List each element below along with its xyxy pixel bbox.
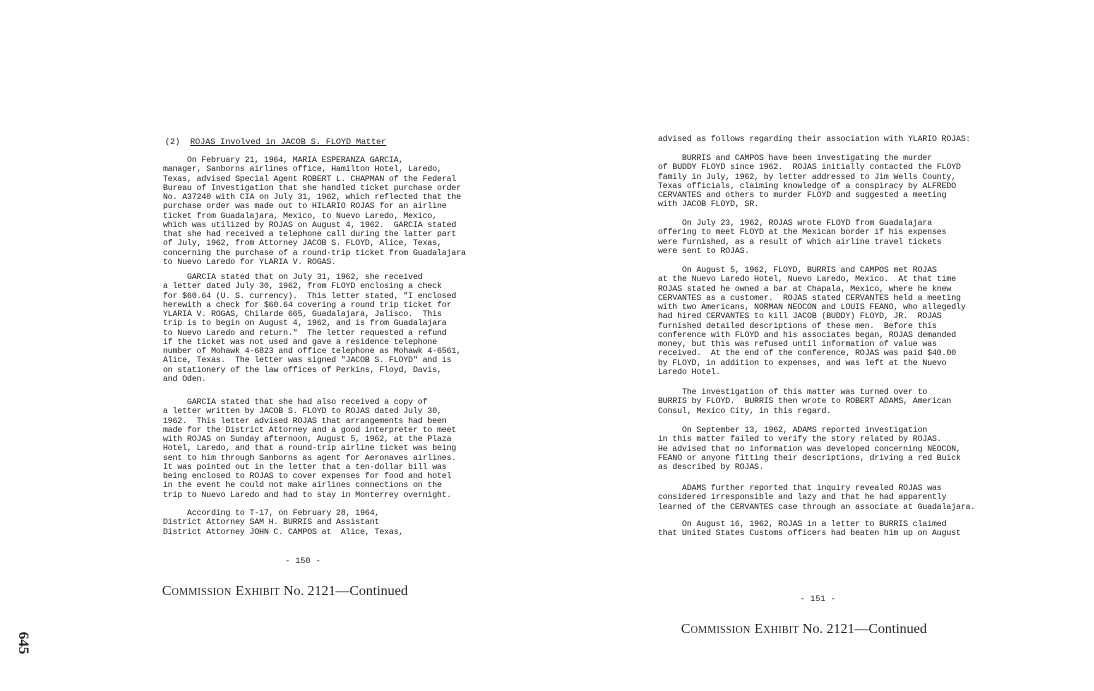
- paragraph: GARCIA stated that on July 31, 1962, she received a letter dated July 30, 1962, from FLOYD enclosing a check for $60.64 (U. S. currency). This letter stated, "I enclosed herewith a check for $60.64 covering a round trip ticket for YLARIA V. ROGAS, Chilarde 665, Guadalajara, Jalisco. This trip is to begin on August 4, 1962, and is from Guadalajara to Nuevo Laredo and return." The letter requested a refund if the ticket was not used and gave a residence telephone number of Mohawk 4-6823 and office telephone as Mohawk 4-6561, Alice, Texas. The letter was signed "JACOB S. FLOYD" and is on stationery of the law offices of Perkins, Floyd, Davis, and Oden.: [163, 273, 462, 384]
- exhibit-caption-prefix: Commission Exhibit: [162, 584, 280, 599]
- volume-page-number: 645: [15, 631, 31, 655]
- section-title: ROJAS Involved in JACOB S. FLOYD Matter: [190, 137, 387, 147]
- exhibit-caption-suffix: No. 2121—Continued: [279, 584, 408, 599]
- paragraph: The investigation of this matter was turned over to BURRIS by FLOYD. BURRIS then wrote to ROBERT ADAMS, American Consul, Mexico City, in this regard.: [658, 388, 952, 416]
- paragraph: advised as follows regarding their association with YLARIO ROJAS:: [658, 135, 971, 144]
- page-number: - 150 -: [285, 556, 321, 566]
- paragraph: ADAMS further reported that inquiry revealed ROJAS was considered irresponsible and lazy and that he had apparently learned of the CERVANTES case through an associate at Guadalajara.: [658, 484, 976, 512]
- section-heading: [165, 137, 386, 147]
- section-number: (2): [165, 137, 191, 147]
- paragraph: On August 16, 1962, ROJAS in a letter to BURRIS claimed that United States Customs officers had beaten him up on August: [658, 520, 961, 539]
- exhibit-caption: [162, 584, 408, 600]
- page-number: - 151 -: [800, 594, 836, 604]
- exhibit-caption-suffix: No. 2121—Continued: [798, 622, 927, 637]
- paragraph: BURRIS and CAMPOS have been investigating the murder of BUDDY FLOYD since 1962. ROJAS initially contacted the FLOYD family in July, 1962, by letter addressed to Jim Wells County, Texas officials, claiming knowledge of a conspiracy by ALFREDO CERVANTES and others to murder FLOYD and suggested a meeting with JACOB FLOYD, SR.: [658, 154, 961, 210]
- paragraph: According to T-17, on February 28, 1964, District Attorney SAM H. BURRIS and Assistant District Attorney JOHN C. CAMPOS at Alice, Texas,: [163, 509, 404, 537]
- paragraph: On July 23, 1962, ROJAS wrote FLOYD from Guadalajara offering to meet FLOYD at the Mexican border if his expenses were furnished, as a result of which airline travel tickets were sent to ROJAS.: [658, 219, 947, 256]
- paragraph: GARCIA stated that she had also received a copy of a letter written by JACOB S. FLOYD to ROJAS dated July 30, 1962. This letter advised ROJAS that arrangements had been made for the District Attorney and a good interpreter to meet with ROJAS on Sunday afternoon, August 5, 1962, at the Plaza Hotel, Laredo, and that a round-trip airline ticket was being sent to him through Sanborns as agent for Aeronaves airlines. It was pointed out in the letter that a ten-dollar bill was being enclosed to ROJAS to cover expenses for food and hotel in the event he could not make airlines connections on the trip to Nuevo Laredo and had to stay in Monterrey overnight.: [163, 398, 457, 500]
- paragraph: On August 5, 1962, FLOYD, BURRIS and CAMPOS met ROJAS at the Nuevo Laredo Hotel, Nuevo Laredo, Mexico. At that time ROJAS stated he owned a bar at Chapala, Mexico, where he knew CERVANTES as a customer. ROJAS stated CERVANTES held a meeting with two Americans, NORMAN NEOCON and LOUIS FEANO, who allegedly had hired CERVANTES to kill JACOB (BUDDY) FLOYD, JR. ROJAS furnished detailed descriptions of these men. Before this conference with FLOYD and his associates began, ROJAS demanded money, but this was refused until information of value was received. At the end of the conference, ROJAS was paid $40.00 by FLOYD, in addition to expenses, and was left at the Nuevo Laredo Hotel.: [658, 266, 966, 377]
- exhibit-caption: [681, 622, 927, 638]
- exhibit-caption-prefix: Commission Exhibit: [681, 622, 799, 637]
- paragraph: On February 21, 1964, MARIA ESPERANZA GARCIA, manager, Sanborns airlines office, Hamilton Hotel, Laredo, Texas, advised Special Agent ROBERT L. CHAPMAN of the Federal Bureau of Investigation that she handled ticket purchase order No. A37240 with CIA on July 31, 1962, which reflected that the purchase order was made out to HILARIO ROJAS for an airline ticket from Guadalajara, Mexico, to Nuevo Laredo, Mexico, which was utilized by ROJAS on August 4, 1962. GARCIA stated that she had received a telephone call during the latter part of July, 1962, from Attorney JACOB S. FLOYD, Alice, Texas, concerning the purchase of a round-trip ticket from Guadalajara to Nuevo Laredo for YLARIA V. ROGAS.: [163, 156, 466, 267]
- paragraph: On September 13, 1962, ADAMS reported investigation in this matter failed to verify the story related by ROJAS. He advised that no information was developed concerning NEOCON, FEANO or anyone fitting their descriptions, driving a red Buick as described by ROJAS.: [658, 426, 961, 472]
